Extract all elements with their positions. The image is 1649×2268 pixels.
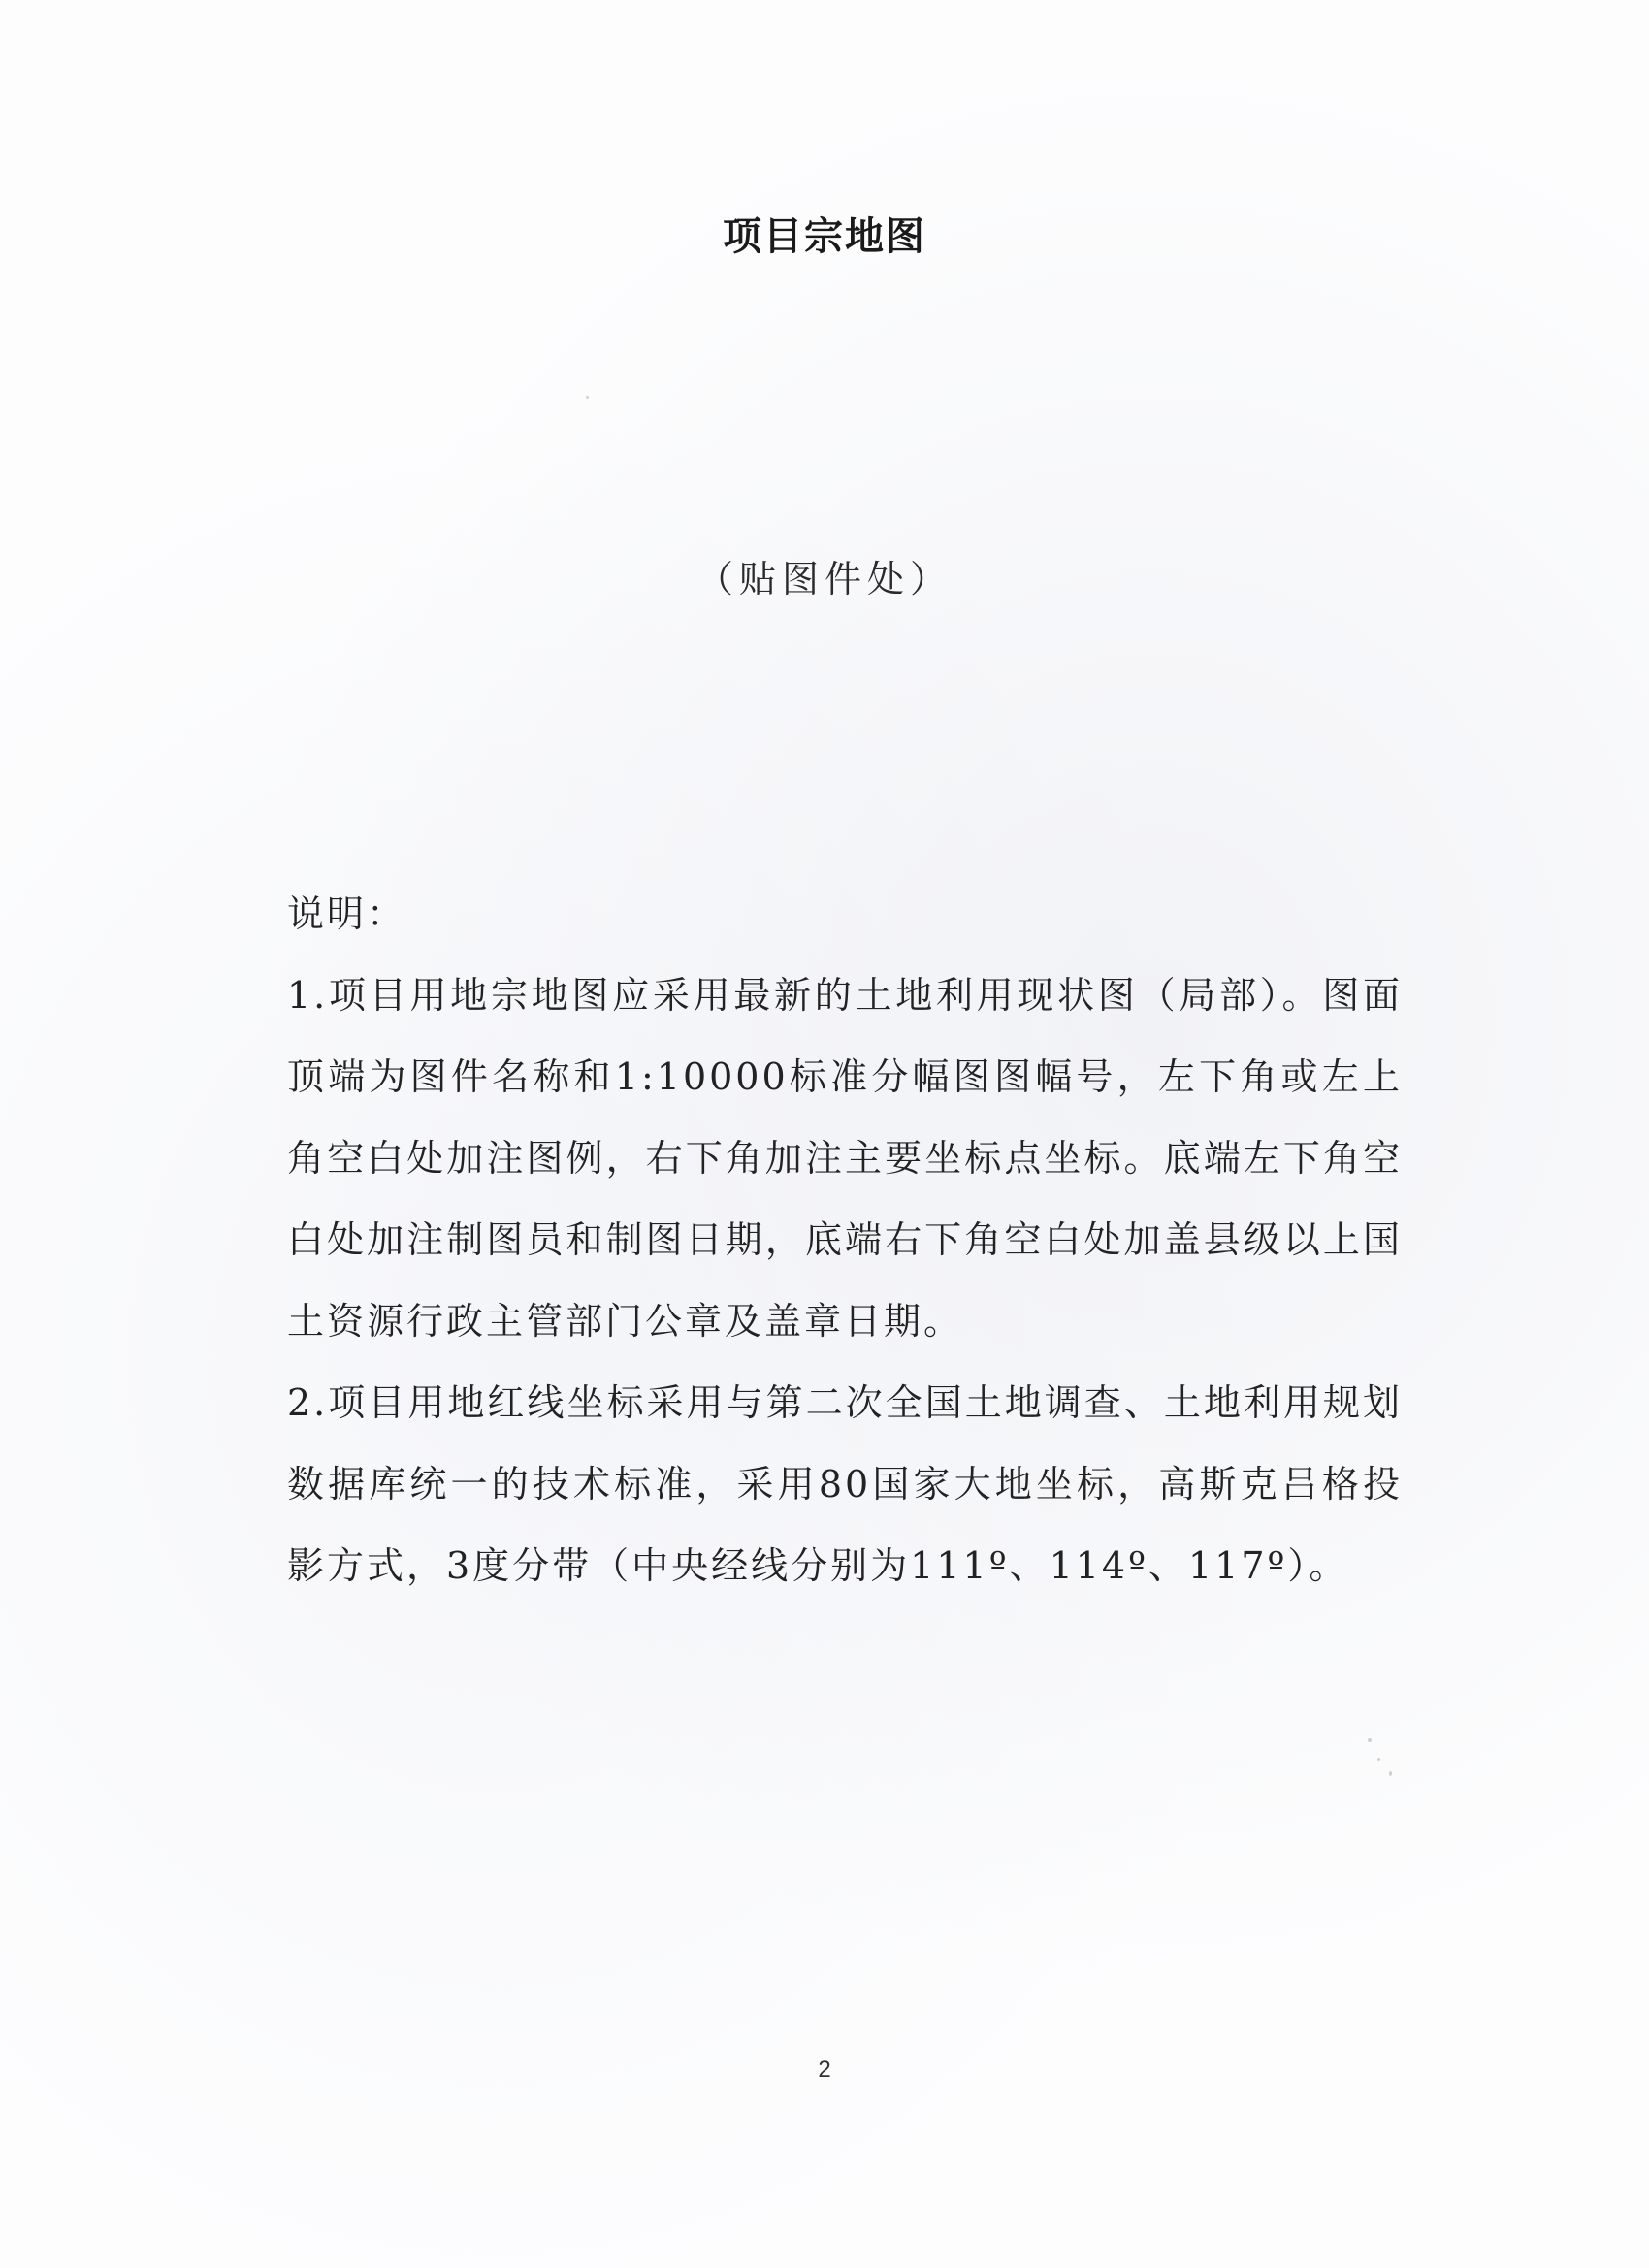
figure-placeholder-text: （贴图件处）	[695, 558, 953, 600]
scan-speck	[586, 396, 589, 399]
page-number: 2	[818, 2057, 831, 2083]
scan-speck	[1368, 1738, 1372, 1742]
note-item-1: 1.项目用地宗地图应采用最新的土地利用现状图（局部）。图面顶端为图件名称和1:10000标准分幅图图幅号，左下角或左上角空白处加注图例，右下角加注主要坐标点坐标。底端左下角空白处加注制图员和制图日期，底端右下角空白处加盖县级以上国土资源行政主管部门公章及盖章日期。	[287, 974, 1403, 1343]
note-item-2: 2.项目用地红线坐标采用与第二次全国土地调查、土地利用规划数据库统一的技术标准，采用80国家大地坐标，高斯克吕格投影方式，3度分带（中央经线分别为111º、114º、117º）。	[287, 1381, 1403, 1587]
page-title: 项目宗地图	[723, 214, 926, 259]
scan-speck	[1389, 1771, 1392, 1776]
scan-speck	[1377, 1758, 1380, 1761]
notes-heading: 说明：	[287, 892, 407, 935]
notes-section	[287, 873, 1403, 1606]
